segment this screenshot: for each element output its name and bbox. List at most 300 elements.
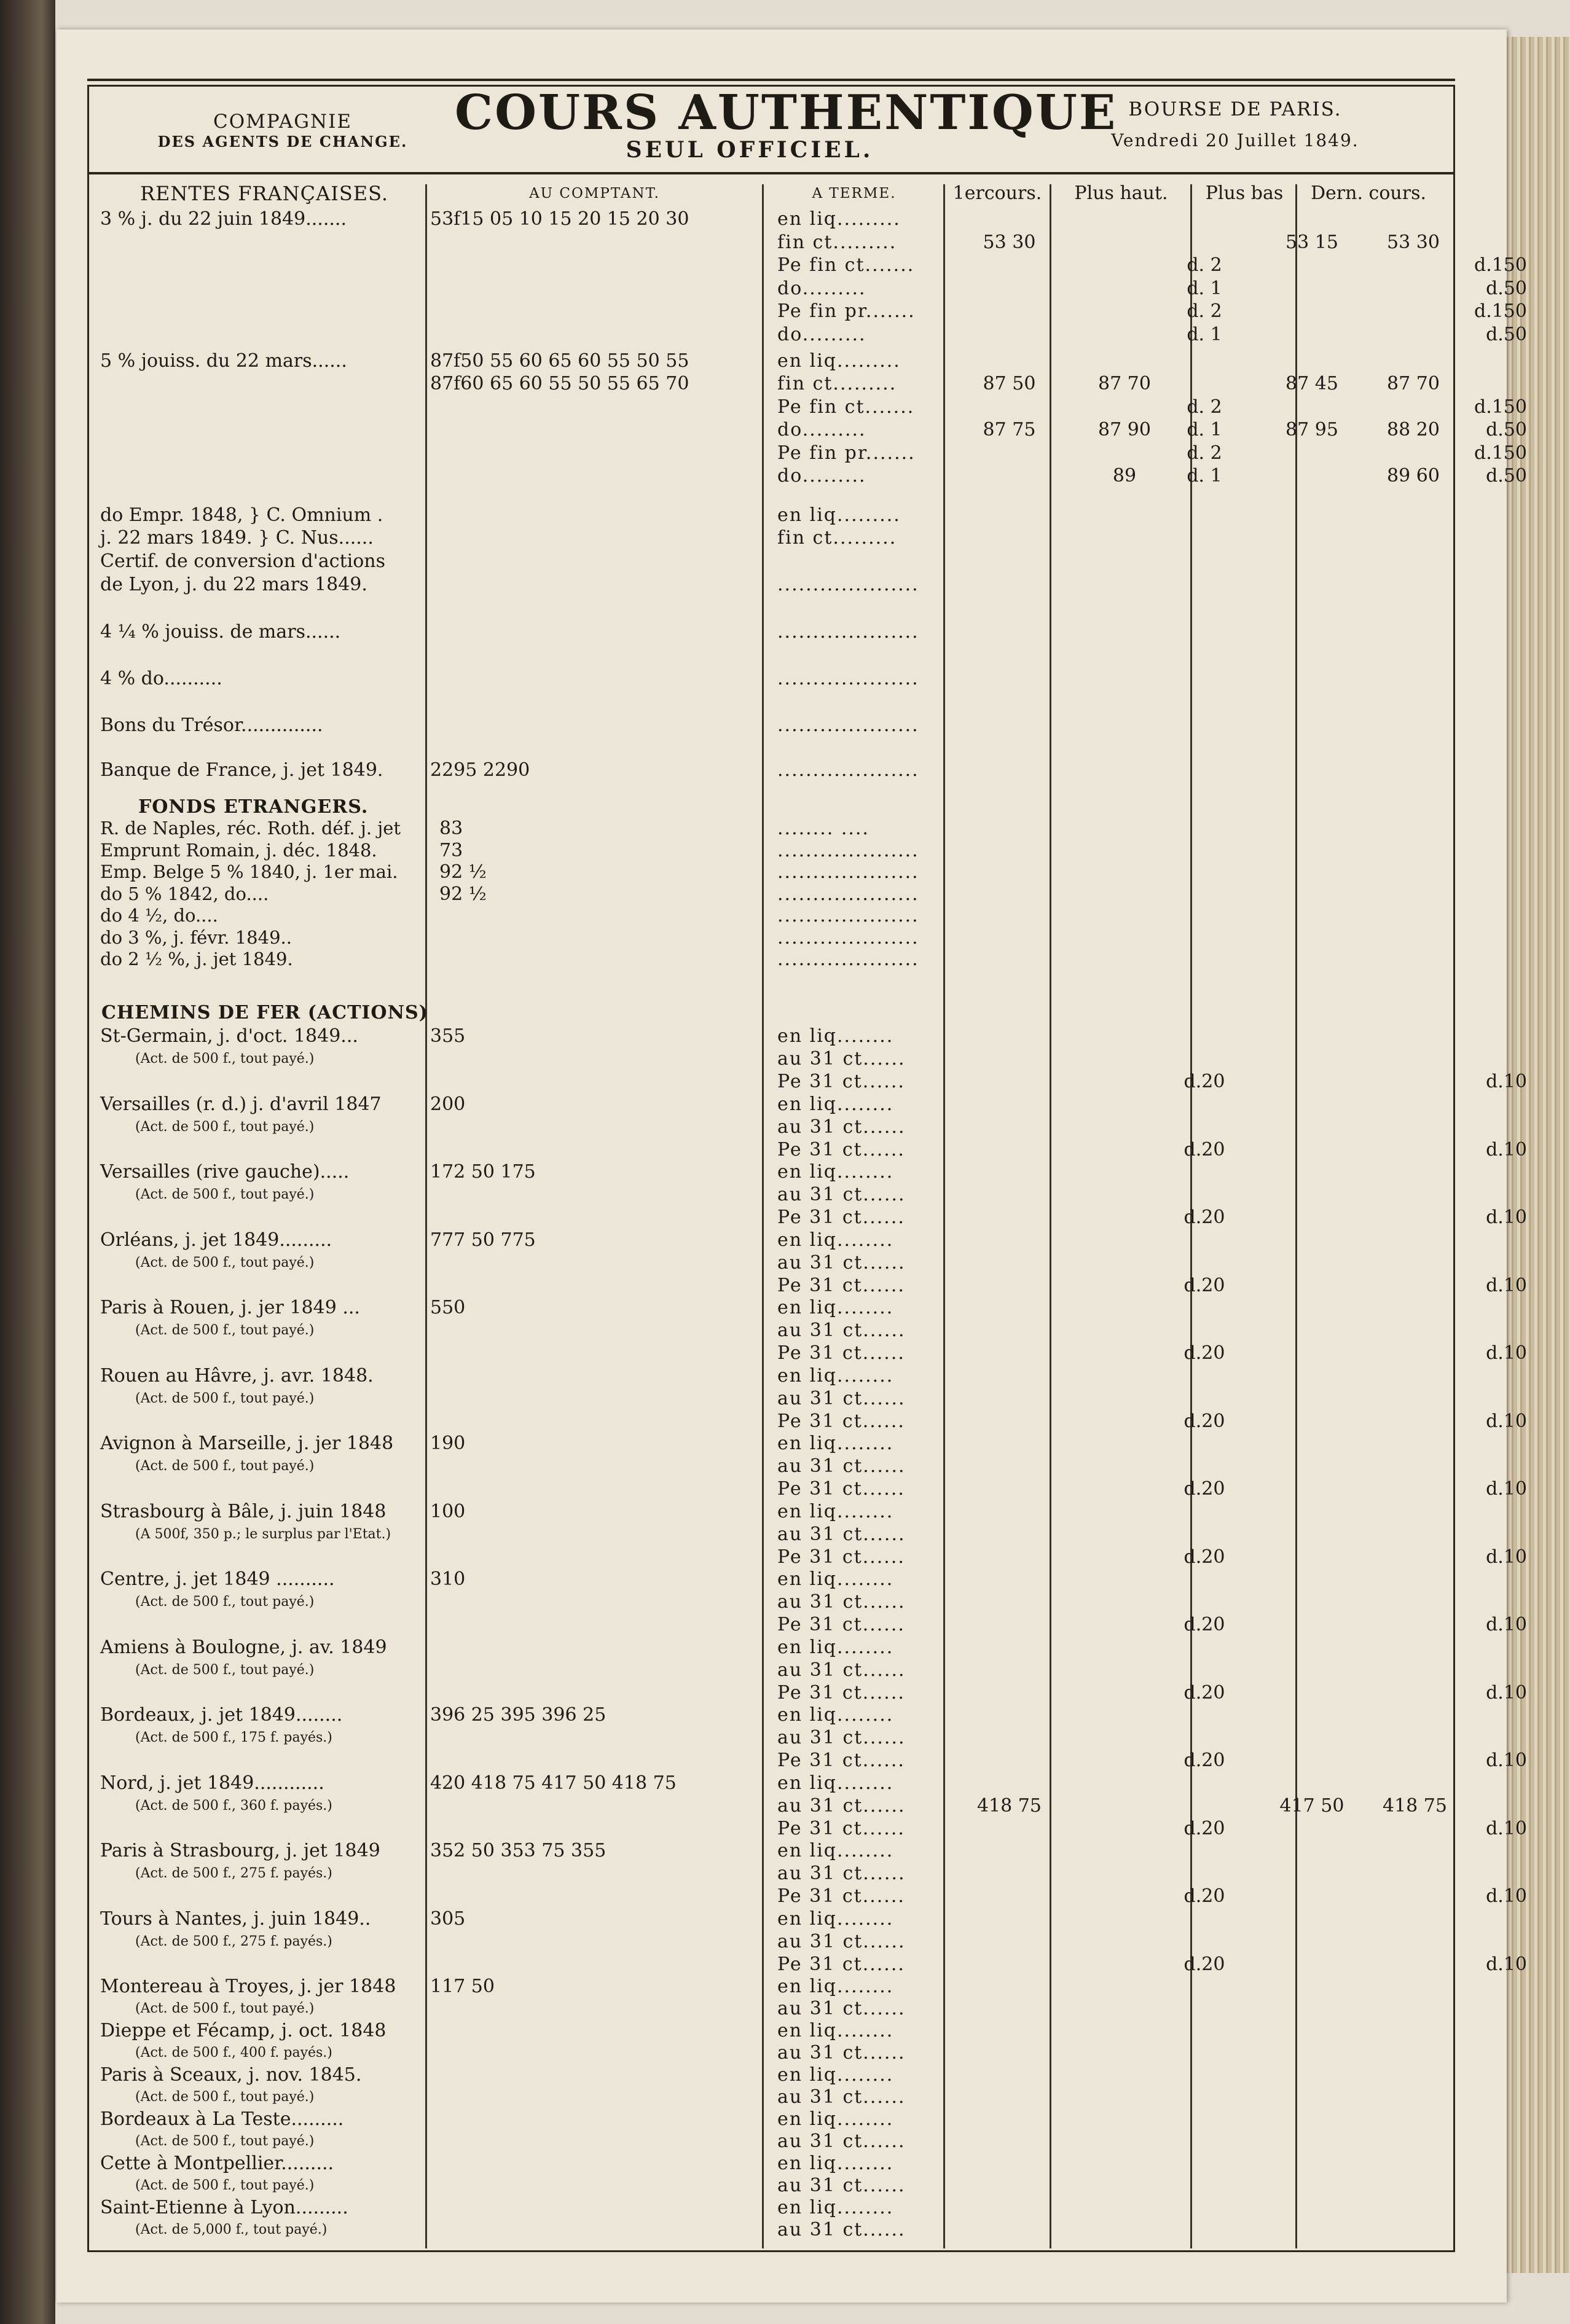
plus-bas: 87 45 <box>1285 373 1338 394</box>
col-header-bas: Plus bas <box>1205 182 1284 204</box>
row-label: 4 % do.......... <box>100 668 222 689</box>
terme-value: .................... <box>777 668 919 689</box>
table-row <box>89 1885 1527 1907</box>
company-sub: DES AGENTS DE CHANGE. <box>157 133 408 151</box>
page-title: COURS AUTHENTIQUE <box>455 85 1118 141</box>
dernier-cours-dont: d.150 <box>1474 396 1527 418</box>
dernier-cours-dont: d.50 <box>1486 277 1527 299</box>
table-row <box>89 2130 1453 2153</box>
company-name: Paris à Rouen, j. jer 1849 ... <box>100 1297 360 1318</box>
terme-value: en liq........ <box>777 1500 894 1522</box>
dernier-cours-dont: d.10 <box>1486 1410 1527 1432</box>
terme-value: do......... <box>777 465 866 487</box>
table-row <box>89 1070 1527 1093</box>
dernier-cours-dont: d.150 <box>1474 254 1527 276</box>
terme-value: .................... <box>777 574 919 595</box>
row-label: Emp. Belge 5 % 1840, j. 1er mai. <box>100 861 398 882</box>
dernier-cours-dont: d.10 <box>1486 1342 1527 1364</box>
dernier-cours-dont: d.10 <box>1486 1478 1527 1500</box>
plus-haut-dont: d.20 <box>1183 1138 1225 1160</box>
table-row <box>89 1387 1453 1410</box>
terme-value: Pe 31 ct...... <box>777 1885 905 1907</box>
row-label: Bons du Trésor.............. <box>100 714 323 736</box>
dernier-cours-dont: d.50 <box>1486 323 1527 345</box>
table-row <box>89 2196 1453 2219</box>
terme-value: au 31 ct...... <box>777 2175 906 2196</box>
table-row <box>89 1817 1527 1840</box>
company-note: (Act. de 500 f., tout payé.) <box>135 1323 315 1338</box>
row-label: 4 ¼ % jouiss. de mars...... <box>100 621 341 643</box>
table-row <box>89 1093 1453 1116</box>
terme-value: .................... <box>777 861 919 883</box>
terme-value: ........ .... <box>777 818 869 839</box>
terme-value: Pe 31 ct...... <box>777 1410 905 1432</box>
company-name: Tours à Nantes, j. juin 1849.. <box>100 1907 371 1930</box>
terme-value: au 31 ct...... <box>777 1659 906 1681</box>
table-row <box>89 1410 1527 1433</box>
plus-haut-dont: d.20 <box>1183 1885 1225 1907</box>
comptant-value: 310 <box>430 1568 466 1590</box>
book-binding <box>0 0 55 2324</box>
dernier-cours-dont: d.10 <box>1486 1681 1527 1704</box>
row-label: Emprunt Romain, j. déc. 1848. <box>100 839 377 861</box>
terme-value: .................... <box>777 759 919 781</box>
plus-haut-value: 87 90 <box>1098 419 1151 440</box>
terme-value: Pe 31 ct...... <box>777 1342 905 1364</box>
table-row <box>89 906 1453 926</box>
comptant-value: 777 50 775 <box>430 1229 536 1251</box>
plus-haut-dont: d. 1 <box>1187 323 1222 345</box>
terme-value: Pe fin ct....... <box>777 254 915 276</box>
terme-value: en liq......... <box>777 208 901 230</box>
table-row <box>89 1319 1453 1342</box>
comptant-value: 100 <box>430 1500 466 1522</box>
plus-haut-dont: d. 1 <box>1187 419 1222 440</box>
table-row <box>89 759 1453 781</box>
plus-haut-dont: d.20 <box>1183 1614 1225 1635</box>
table-row <box>89 840 1453 861</box>
premier-cours: 418 75 <box>977 1794 1042 1817</box>
company-note: (A 500f, 350 p.; le surplus par l'Etat.) <box>135 1526 391 1542</box>
table-row <box>89 1590 1453 1613</box>
col-header-terme: A TERME. <box>812 186 897 201</box>
terme-value: Pe fin ct....... <box>777 396 915 418</box>
table-row <box>89 323 1527 346</box>
header-right <box>1051 98 1419 151</box>
company-note: (Act. de 5,000 f., tout payé.) <box>135 2222 328 2237</box>
row-label: de Lyon, j. du 22 mars 1849. <box>100 574 367 595</box>
table-row <box>89 526 1453 549</box>
table-row <box>89 2108 1453 2130</box>
plus-haut-dont: d. 1 <box>1187 277 1222 299</box>
row-label: j. 22 mars 1849. } C. Nus...... <box>100 527 374 549</box>
comptant-value: 420 418 75 417 50 418 75 <box>430 1772 677 1794</box>
dernier-cours-value: 87 70 <box>1387 373 1440 394</box>
row-label: Banque de France, j. jet 1849. <box>100 759 383 781</box>
plus-haut-dont: d. 2 <box>1187 254 1222 276</box>
company-name: Bordeaux à La Teste......... <box>100 2108 344 2130</box>
table-row <box>89 550 1453 573</box>
table-row <box>89 254 1527 276</box>
table-row <box>89 1681 1527 1704</box>
row-label: do Empr. 1848, } C. Omnium . <box>100 504 383 526</box>
dernier-cours-dont: d.150 <box>1474 442 1527 464</box>
terme-value: en liq........ <box>777 2197 894 2218</box>
table-row <box>89 464 1527 487</box>
dernier-cours-dont: d.10 <box>1486 1885 1527 1907</box>
plus-haut-dont: d.20 <box>1183 1817 1225 1839</box>
premier-cours: 53 30 <box>983 231 1036 253</box>
dernier-cours-dont: d.10 <box>1486 1750 1527 1771</box>
terme-value: au 31 ct...... <box>777 1116 906 1138</box>
company-note: (Act. de 500 f., tout payé.) <box>135 1458 315 1474</box>
plus-haut-dont: d.20 <box>1183 1478 1225 1500</box>
row-label: R. de Naples, réc. Roth. déf. j. jet <box>100 818 401 839</box>
company-name: St-Germain, j. d'oct. 1849... <box>100 1025 358 1047</box>
terme-value: en liq........ <box>777 1229 894 1251</box>
table-row <box>89 442 1527 464</box>
plus-haut-dont: d. 1 <box>1187 465 1222 487</box>
terme-value: .................... <box>777 905 919 926</box>
company-note: (Act. de 500 f., tout payé.) <box>135 1187 315 1202</box>
terme-value: au 31 ct...... <box>777 1727 906 1748</box>
table-row <box>89 1183 1453 1206</box>
table-row <box>89 1636 1453 1659</box>
table-row <box>89 2174 1453 2197</box>
company-note: (Act. de 500 f., tout payé.) <box>135 2089 315 2105</box>
table-row <box>89 884 1453 904</box>
table-row <box>89 1432 1453 1455</box>
comptant-value: 355 <box>430 1025 466 1047</box>
table-row <box>89 1229 1453 1251</box>
dernier-cours-value: 88 20 <box>1387 419 1440 440</box>
comptant-value: 190 <box>430 1433 466 1454</box>
company-name: Bordeaux, j. jet 1849........ <box>100 1704 343 1726</box>
comptant-value: 172 50 175 <box>430 1161 536 1183</box>
company-note: (Act. de 500 f., 275 f. payés.) <box>135 1866 332 1881</box>
terme-value: au 31 ct...... <box>777 1863 906 1884</box>
table-row <box>89 2019 1453 2042</box>
table-row <box>89 1342 1527 1364</box>
header-title <box>455 85 1118 163</box>
comptant-value: 87f60 65 60 55 50 55 65 70 <box>430 373 689 394</box>
terme-value: Pe 31 ct...... <box>777 1138 905 1160</box>
terme-value: en liq........ <box>777 2020 894 2041</box>
page-subtitle: SEUL OFFICIEL. <box>626 137 874 163</box>
company-name: Dieppe et Fécamp, j. oct. 1848 <box>100 2020 387 2041</box>
table-row <box>89 796 1453 818</box>
dernier-cours-dont: d.10 <box>1486 1207 1527 1228</box>
terme-value: en liq........ <box>777 1297 894 1318</box>
col-header-dernier: Dern. cours. <box>1311 182 1426 204</box>
terme-value: .................... <box>777 949 919 970</box>
section-title: FONDS ETRANGERS. <box>138 796 369 818</box>
company-name: Cette à Montpellier......... <box>100 2153 334 2174</box>
table-row <box>89 818 1453 839</box>
table-row <box>89 1613 1527 1636</box>
header-rule <box>89 172 1453 174</box>
row-label: Certif. de conversion d'actions <box>100 550 386 572</box>
terme-value: .................... <box>777 839 919 861</box>
comptant-value: 2295 2290 <box>430 759 530 781</box>
comptant-value: 550 <box>430 1297 466 1318</box>
terme-value: .................... <box>777 714 919 736</box>
plus-haut-dont: d.20 <box>1183 1342 1225 1364</box>
terme-value: .................... <box>777 621 919 643</box>
table-row <box>89 1907 1453 1930</box>
row-label: do 2 ½ %, j. jet 1849. <box>100 949 293 969</box>
dernier-cours-dont: d.10 <box>1486 1546 1527 1568</box>
table-row <box>89 1138 1527 1161</box>
terme-value: au 31 ct...... <box>777 2086 906 2108</box>
comptant-value: 396 25 395 396 25 <box>430 1704 606 1726</box>
company-name: Amiens à Boulogne, j. av. 1849 <box>100 1636 387 1658</box>
terme-value: .................... <box>777 883 919 905</box>
dernier-cours-dont: d.10 <box>1486 1614 1527 1635</box>
terme-value: en liq........ <box>777 1161 894 1183</box>
terme-value: Pe 31 ct...... <box>777 1817 905 1839</box>
company-name: Versailles (r. d.) j. d'avril 1847 <box>100 1093 382 1115</box>
company-note: (Act. de 500 f., tout payé.) <box>135 2178 315 2193</box>
dernier-cours-dont: d.10 <box>1486 1071 1527 1092</box>
table-row <box>89 372 1453 395</box>
dernier-cours-dont: d.50 <box>1486 465 1527 487</box>
comptant-value: 92 ½ <box>439 883 487 905</box>
dernier-cours-dont: d.10 <box>1486 1817 1527 1839</box>
company-name: Paris à Strasbourg, j. jet 1849 <box>100 1840 380 1861</box>
row-label: 5 % jouiss. du 22 mars...... <box>100 350 347 372</box>
terme-value: en liq........ <box>777 1976 894 1997</box>
terme-value: au 31 ct...... <box>777 1251 906 1274</box>
terme-value: en liq........ <box>777 1907 894 1930</box>
date-label: Vendredi 20 Juillet 1849. <box>1111 130 1359 151</box>
dernier-cours-dont: d.50 <box>1486 419 1527 440</box>
terme-value: en liq........ <box>777 2064 894 2086</box>
table-row <box>89 1975 1453 1998</box>
company-name: Centre, j. jet 1849 .......... <box>100 1568 335 1590</box>
premier-cours: 87 50 <box>983 373 1036 394</box>
row-label: do 5 % 1842, do.... <box>100 883 269 904</box>
table-row <box>89 231 1453 254</box>
company-note: (Act. de 500 f., tout payé.) <box>135 1051 315 1066</box>
company-note: (Act. de 500 f., tout payé.) <box>135 1119 315 1135</box>
terme-value: Pe 31 ct...... <box>777 1071 905 1092</box>
terme-value: au 31 ct...... <box>777 2042 906 2064</box>
company-note: (Act. de 500 f., tout payé.) <box>135 1254 315 1270</box>
table-row <box>89 1546 1527 1568</box>
col-header-premier: 1ercours. <box>952 182 1042 204</box>
terme-value: en liq......... <box>777 350 901 372</box>
company-name: Avignon à Marseille, j. jer 1848 <box>100 1433 394 1454</box>
terme-value: Pe 31 ct...... <box>777 1681 905 1704</box>
plus-haut-dont: d.20 <box>1183 1274 1225 1296</box>
table-row <box>89 714 1453 737</box>
table-row <box>89 1749 1527 1772</box>
terme-value: Pe 31 ct...... <box>777 1207 905 1228</box>
dernier-cours-value: 53 30 <box>1387 231 1440 253</box>
table-row <box>89 2064 1453 2086</box>
terme-value: au 31 ct...... <box>777 1184 906 1205</box>
comptant-value: 83 <box>439 818 463 839</box>
table-row <box>89 277 1527 300</box>
company-name: Rouen au Hâvre, j. avr. 1848. <box>100 1364 374 1387</box>
dernier-cours-dont: d.10 <box>1486 1138 1527 1160</box>
table-row <box>89 573 1453 596</box>
row-label: 3 % j. du 22 juin 1849....... <box>100 208 347 230</box>
terme-value: Pe 31 ct...... <box>777 1614 905 1635</box>
terme-value: Pe 31 ct...... <box>777 1478 905 1500</box>
comptant-value: 92 ½ <box>439 861 487 883</box>
company-note: (Act. de 500 f., tout payé.) <box>135 1390 315 1406</box>
plus-haut-dont: d. 2 <box>1187 442 1222 464</box>
table-row <box>89 2041 1453 2064</box>
comptant-value: 73 <box>439 839 463 861</box>
company-note: (Act. de 500 f., 400 f. payés.) <box>135 2045 332 2060</box>
comptant-value: 87f50 55 60 65 60 55 50 55 <box>430 350 689 372</box>
dernier-cours-value: 418 75 <box>1383 1794 1447 1817</box>
table-row <box>89 1001 1453 1024</box>
table-row <box>89 350 1453 372</box>
table-row <box>89 1772 1453 1794</box>
terme-value: Pe 31 ct...... <box>777 1274 905 1296</box>
terme-value: en liq........ <box>777 1636 894 1658</box>
dernier-cours-value: 89 60 <box>1387 465 1440 487</box>
row-label: do 3 %, j. févr. 1849.. <box>100 926 292 948</box>
terme-value: en liq........ <box>777 1093 894 1115</box>
table-row <box>89 2218 1453 2241</box>
table-row <box>89 1839 1453 1862</box>
company-name: Orléans, j. jet 1849......... <box>100 1229 332 1251</box>
table-row <box>89 1930 1453 1953</box>
bourse-label: BOURSE DE PARIS. <box>1128 98 1342 120</box>
terme-value: au 31 ct...... <box>777 1794 906 1817</box>
company-name: Montereau à Troyes, j. jer 1848 <box>100 1976 396 1997</box>
terme-value: do......... <box>777 277 866 299</box>
terme-value: Pe 31 ct...... <box>777 1750 905 1771</box>
company-note: (Act. de 500 f., tout payé.) <box>135 2134 315 2149</box>
table-row <box>89 418 1527 441</box>
company-name: Saint-Etienne à Lyon......... <box>100 2197 348 2218</box>
table-row <box>89 208 1453 230</box>
table-row <box>89 1568 1453 1590</box>
terme-value: en liq........ <box>777 1364 894 1387</box>
terme-value: au 31 ct...... <box>777 1930 906 1952</box>
company-name: Strasbourg à Bâle, j. juin 1848 <box>100 1500 387 1522</box>
terme-value: .................... <box>777 926 919 949</box>
plus-haut-value: 89 <box>1112 465 1137 487</box>
table-row <box>89 1477 1527 1500</box>
terme-value: en liq........ <box>777 1568 894 1590</box>
terme-value: en liq........ <box>777 1704 894 1726</box>
comptant-value: 352 50 353 75 355 <box>430 1840 606 1861</box>
table-row <box>89 1500 1453 1523</box>
plus-haut-dont: d.20 <box>1183 1681 1225 1704</box>
plus-bas: 53 15 <box>1285 231 1338 253</box>
table-row <box>89 300 1527 323</box>
plus-haut-value: 87 70 <box>1098 373 1151 394</box>
terme-value: fin ct......... <box>777 231 897 253</box>
col-header-rentes: RENTES FRANÇAISES. <box>139 182 389 205</box>
company-name: Versailles (rive gauche)..... <box>100 1161 350 1183</box>
terme-value: fin ct......... <box>777 527 897 549</box>
table-row <box>89 1704 1453 1726</box>
table-row <box>89 949 1453 969</box>
premier-cours: 87 75 <box>983 419 1036 440</box>
table-row <box>89 1047 1453 1070</box>
terme-value: au 31 ct...... <box>777 1998 906 2019</box>
plus-haut-dont: d. 2 <box>1187 300 1222 322</box>
terme-value: Pe 31 ct...... <box>777 1953 905 1975</box>
terme-value: au 31 ct...... <box>777 2219 906 2240</box>
terme-value: en liq........ <box>777 1840 894 1861</box>
table-row <box>89 1364 1453 1387</box>
table-row <box>89 1455 1453 1477</box>
terme-value: en liq........ <box>777 2153 894 2174</box>
company-note: (Act. de 500 f., 175 f. payés.) <box>135 1730 332 1745</box>
company-note: (Act. de 500 f., tout payé.) <box>135 2001 315 2016</box>
col-header-haut: Plus haut. <box>1074 182 1168 204</box>
company-note: (Act. de 500 f., 275 f. payés.) <box>135 1933 332 1949</box>
table-row <box>89 1862 1453 1885</box>
company-note: (Act. de 500 f., 360 f. payés.) <box>135 1798 332 1813</box>
dernier-cours-dont: d.150 <box>1474 300 1527 322</box>
plus-haut-dont: d.20 <box>1183 1071 1225 1092</box>
comptant-value: 53f15 05 10 15 20 15 20 30 <box>430 208 689 230</box>
comptant-value: 200 <box>430 1093 466 1115</box>
plus-haut-dont: d. 2 <box>1187 396 1222 418</box>
header-left <box>129 111 436 151</box>
dernier-cours-dont: d.10 <box>1486 1274 1527 1296</box>
table-row <box>89 1726 1453 1749</box>
terme-value: do......... <box>777 323 866 345</box>
comptant-value: 117 50 <box>430 1976 495 1997</box>
table-row <box>89 1997 1453 2020</box>
terme-value: au 31 ct...... <box>777 2130 906 2152</box>
frame-top-rule <box>87 79 1455 81</box>
terme-value: au 31 ct...... <box>777 1048 906 1070</box>
terme-value: Pe 31 ct...... <box>777 1546 905 1568</box>
terme-value: au 31 ct...... <box>777 1455 906 1477</box>
company-name: COMPAGNIE <box>213 111 353 133</box>
plus-bas: 417 50 <box>1279 1794 1344 1817</box>
table-row <box>89 504 1453 526</box>
table-row <box>89 396 1527 418</box>
table-row <box>89 862 1453 882</box>
plus-haut-dont: d.20 <box>1183 1546 1225 1568</box>
terme-value: au 31 ct...... <box>777 1320 906 1341</box>
terme-value: fin ct......... <box>777 373 897 394</box>
company-note: (Act. de 500 f., tout payé.) <box>135 1662 315 1678</box>
table-row <box>89 1953 1527 1976</box>
table-row <box>89 1659 1453 1681</box>
table-row <box>89 2152 1453 2175</box>
table-row <box>89 1274 1527 1297</box>
terme-value: do......... <box>777 419 866 440</box>
table-row <box>89 667 1453 690</box>
dernier-cours-dont: d.10 <box>1486 1953 1527 1975</box>
terme-value: en liq........ <box>777 1772 894 1794</box>
section-title: CHEMINS DE FER (ACTIONS) <box>101 1002 428 1023</box>
terme-value: en liq........ <box>777 1433 894 1454</box>
company-name: Paris à Sceaux, j. nov. 1845. <box>100 2064 362 2086</box>
table-row <box>89 928 1453 948</box>
table-row <box>89 2086 1453 2108</box>
terme-value: en liq........ <box>777 1025 894 1047</box>
terme-value: en liq........ <box>777 2108 894 2130</box>
comptant-value: 305 <box>430 1907 466 1930</box>
terme-value: Pe fin pr....... <box>777 300 916 322</box>
terme-value: au 31 ct...... <box>777 1591 906 1613</box>
